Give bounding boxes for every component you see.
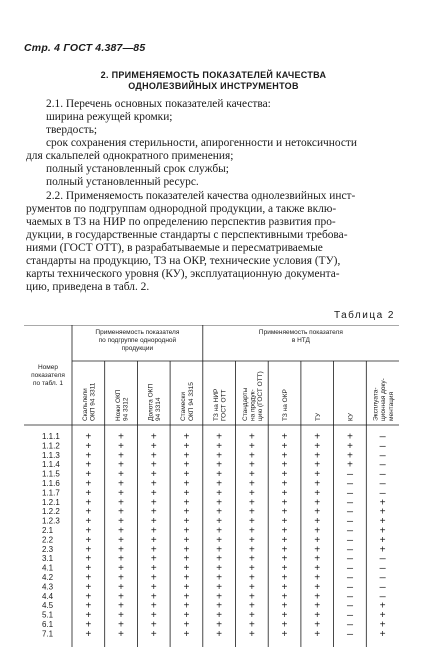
table-cell-mark: — xyxy=(346,620,353,632)
table-cell-mark: + xyxy=(183,535,190,547)
table-cell-mark: + xyxy=(216,582,223,594)
table-cell-mark: + xyxy=(346,432,353,444)
table-subheader: 94 3312 xyxy=(122,397,130,421)
table-subheader: Долота ОКП xyxy=(147,383,155,421)
table-cell-mark: + xyxy=(85,451,92,463)
table-cell-mark: + xyxy=(85,432,92,444)
table-row-number: 1.1.3 xyxy=(42,450,60,460)
table-cell-mark: + xyxy=(281,479,288,491)
table-cell-mark: + xyxy=(118,582,125,594)
table-cell-mark: + xyxy=(314,488,321,500)
table-cell-mark: + xyxy=(314,451,321,463)
table-cell-mark: + xyxy=(314,554,321,566)
table-cell-mark: + xyxy=(183,611,190,623)
table-cell-mark: + xyxy=(118,488,125,500)
table-cell-mark: + xyxy=(248,460,255,472)
table-cell-mark: — xyxy=(379,460,386,472)
table-cell-mark: + xyxy=(85,460,92,472)
table-cell-mark: + xyxy=(281,573,288,585)
table-cell-mark: + xyxy=(183,460,190,472)
table-subheader: ТУ xyxy=(314,412,322,421)
table-row-number: 1.1.1 xyxy=(42,432,60,441)
table-cell-mark: + xyxy=(85,517,92,529)
table-cell-mark: + xyxy=(216,526,223,538)
table-cell-mark: + xyxy=(183,545,190,557)
table-cell-mark: + xyxy=(281,611,288,623)
table-cell-mark: — xyxy=(346,507,353,519)
table-row-number: 7.1 xyxy=(42,629,54,639)
table-cell-mark: + xyxy=(85,582,92,594)
table-cell-mark: + xyxy=(150,498,157,510)
table-row-number: 1.2.2 xyxy=(42,507,60,517)
table-cell-mark: — xyxy=(346,601,353,613)
table-cell-mark: + xyxy=(118,479,125,491)
table-row-number: 4.5 xyxy=(42,601,54,611)
table-cell-mark: + xyxy=(248,488,255,500)
table-cell-mark: + xyxy=(281,517,288,529)
paragraph-2-2-line: 2.2. Применяемость показателей качества однолезвийных инст- xyxy=(46,190,356,202)
table-cell-mark: + xyxy=(183,479,190,491)
page-header: Стр. 4 ГОСТ 4.387—85 xyxy=(24,42,146,54)
table-cell-mark: + xyxy=(216,470,223,482)
table-cell-mark: + xyxy=(248,441,255,453)
table-cell-mark: + xyxy=(281,629,288,641)
table-cell-mark: + xyxy=(150,526,157,538)
table-cell-mark: + xyxy=(314,592,321,604)
table-cell-mark: + xyxy=(118,526,125,538)
table-cell-mark: + xyxy=(248,573,255,585)
table-cell-mark: — xyxy=(346,629,353,641)
table-cell-mark: — xyxy=(379,564,386,576)
table-group-header: Применяемость показателя xyxy=(258,329,343,336)
table-cell-mark: + xyxy=(216,629,223,641)
table-cell-mark: + xyxy=(216,564,223,576)
table-cell-mark: — xyxy=(346,535,353,547)
table-cell-mark: + xyxy=(248,479,255,491)
table-cell-mark: + xyxy=(248,432,255,444)
table-cell-mark: — xyxy=(379,582,386,594)
table-cell-mark: + xyxy=(248,611,255,623)
list-item: твердость; xyxy=(46,124,98,136)
table-cell-mark: + xyxy=(183,432,190,444)
list-item: ширина режущей кромки; xyxy=(46,111,173,123)
table-cell-mark: + xyxy=(248,601,255,613)
table-cell-mark: + xyxy=(216,460,223,472)
table-cell-mark: + xyxy=(314,535,321,547)
table-cell-mark: + xyxy=(281,498,288,510)
table-row-number: 2.1 xyxy=(42,526,54,535)
table-cell-mark: + xyxy=(85,573,92,585)
table-cell-mark: + xyxy=(183,507,190,519)
paragraph-2-2-line: чаемых в ТЗ на НИР по определению перспектив развития про- xyxy=(26,216,336,228)
table-cell-mark: + xyxy=(118,611,125,623)
table-cell-mark: + xyxy=(281,545,288,557)
paragraph-2-2-line: цию, приведена в табл. 2. xyxy=(26,281,150,293)
table-col0-header: Номер xyxy=(37,364,59,371)
table-cell-mark: + xyxy=(281,488,288,500)
table-cell-mark: — xyxy=(346,526,353,538)
table-cell-mark: + xyxy=(314,629,321,641)
table-cell-mark: + xyxy=(183,526,190,538)
paragraph-2-2-line: дукции, в государственные стандарты с перспективными требова- xyxy=(26,229,348,241)
table-cell-mark: — xyxy=(379,432,386,444)
table-group-header: в НТД xyxy=(291,337,310,344)
table-row-number: 1.2.1 xyxy=(42,497,60,507)
table-cell-mark: + xyxy=(183,441,190,453)
table-subheader: Эксплуата- xyxy=(372,387,380,421)
table-cell-mark: — xyxy=(346,479,353,491)
table-cell-mark: + xyxy=(183,554,190,566)
table-cell-mark: + xyxy=(379,611,386,623)
table-cell-mark: + xyxy=(314,498,321,510)
table-cell-mark: + xyxy=(314,526,321,538)
table-cell-mark: — xyxy=(379,451,386,463)
table-cell-mark: + xyxy=(150,545,157,557)
section-title-line-2: ОДНОЛЕЗВИЙНЫХ ИНСТРУМЕНТОВ xyxy=(128,81,299,91)
table-cell-mark: + xyxy=(248,470,255,482)
table-cell-mark: + xyxy=(150,629,157,641)
table-cell-mark: + xyxy=(85,629,92,641)
table-cell-mark: + xyxy=(118,573,125,585)
table-cell-mark: + xyxy=(281,441,288,453)
table-cell-mark: + xyxy=(216,554,223,566)
table-subheader: 94 3314 xyxy=(155,397,163,421)
table-subheader: Стандарты xyxy=(241,387,249,421)
table-cell-mark: + xyxy=(281,451,288,463)
table-cell-mark: + xyxy=(85,488,92,500)
table-row-number: 1.2.3 xyxy=(42,516,60,526)
table-cell-mark: + xyxy=(379,526,386,538)
table-cell-mark: + xyxy=(314,479,321,491)
table-cell-mark: + xyxy=(216,479,223,491)
table-cell-mark: + xyxy=(281,554,288,566)
table-cell-mark: + xyxy=(314,573,321,585)
table-cell-mark: + xyxy=(118,441,125,453)
table-cell-mark: — xyxy=(379,592,386,604)
table-cell-mark: + xyxy=(216,620,223,632)
table-cell-mark: + xyxy=(281,620,288,632)
table-cell-mark: + xyxy=(183,488,190,500)
table-subheader: Скальпели xyxy=(82,388,90,421)
table-subheader: ОКП 94 3311 xyxy=(89,382,97,421)
table-cell-mark: + xyxy=(346,441,353,453)
table-cell-mark: — xyxy=(346,498,353,510)
table-cell-mark: — xyxy=(379,554,386,566)
paragraph-2-1: 2.1. Перечень основных показателей качества: xyxy=(46,98,271,110)
table-cell-mark: + xyxy=(314,517,321,529)
table-cell-mark: + xyxy=(150,620,157,632)
table-cell-mark: + xyxy=(248,535,255,547)
table-cell-mark: + xyxy=(183,620,190,632)
table-cell-mark: + xyxy=(281,507,288,519)
table-cell-mark: + xyxy=(281,432,288,444)
table-cell-mark: + xyxy=(150,573,157,585)
table-row-number: 4.3 xyxy=(42,582,54,592)
table-caption: Таблица 2 xyxy=(333,310,395,321)
table-cell-mark: + xyxy=(85,498,92,510)
list-item: срок сохранения стерильности, апирогенности и нетоксичности xyxy=(46,137,357,149)
table-cell-mark: + xyxy=(150,460,157,472)
table-subheader: цию (ГОСТ ОТТ) xyxy=(256,371,264,421)
table-cell-mark: + xyxy=(248,554,255,566)
table-cell-mark: — xyxy=(346,554,353,566)
table-cell-mark: + xyxy=(379,601,386,613)
table-cell-mark: + xyxy=(281,470,288,482)
table-cell-mark: + xyxy=(85,441,92,453)
table-cell-mark: + xyxy=(248,564,255,576)
table-cell-mark: + xyxy=(183,582,190,594)
table-cell-mark: + xyxy=(314,611,321,623)
table-cell-mark: + xyxy=(379,498,386,510)
table-cell-mark: + xyxy=(248,507,255,519)
table-subheader: ТЗ на ОКР xyxy=(282,389,290,421)
list-item: полный установленный ресурс. xyxy=(46,176,199,188)
paragraph-2-2-line: карты технического уровня (КУ), эксплуатационную документа- xyxy=(26,268,340,280)
table-group-header: по подгруппе однородной xyxy=(98,337,177,344)
table-subheader: ГОСТ ОТТ xyxy=(220,389,228,421)
table-cell-mark: + xyxy=(118,498,125,510)
table-cell-mark: + xyxy=(216,451,223,463)
table-cell-mark: + xyxy=(216,535,223,547)
table-cell-mark: + xyxy=(118,601,125,613)
table-cell-mark: + xyxy=(216,545,223,557)
table-cell-mark: + xyxy=(183,517,190,529)
table-cell-mark: + xyxy=(118,507,125,519)
table-row-number: 4.4 xyxy=(42,591,54,601)
table-cell-mark: + xyxy=(118,629,125,641)
table-cell-mark: + xyxy=(85,592,92,604)
table-row-number: 4.2 xyxy=(42,573,54,582)
table-cell-mark: + xyxy=(183,498,190,510)
table-cell-mark: + xyxy=(216,601,223,613)
table-cell-mark: + xyxy=(150,592,157,604)
table-row-number: 5.1 xyxy=(42,610,54,620)
table-row-number: 1.1.5 xyxy=(42,469,60,479)
table-cell-mark: + xyxy=(150,517,157,529)
table-cell-mark: — xyxy=(346,592,353,604)
table-cell-mark: + xyxy=(183,601,190,613)
table-cell-mark: + xyxy=(346,451,353,463)
table-cell-mark: + xyxy=(150,535,157,547)
table-row-number: 1.1.2 xyxy=(42,441,60,451)
table-cell-mark: + xyxy=(118,451,125,463)
table-row-number: 1.1.6 xyxy=(42,479,60,488)
table-row-number: 1.1.7 xyxy=(42,488,60,498)
table-cell-mark: + xyxy=(346,460,353,472)
table-cell-mark: + xyxy=(216,507,223,519)
table-cell-mark: + xyxy=(314,470,321,482)
table-cell-mark: + xyxy=(150,451,157,463)
table-cell-mark: + xyxy=(150,611,157,623)
table-cell-mark: + xyxy=(216,441,223,453)
table-cell-mark: + xyxy=(150,507,157,519)
table-cell-mark: + xyxy=(183,451,190,463)
table-cell-mark: + xyxy=(314,432,321,444)
table-cell-mark: + xyxy=(379,535,386,547)
table-cell-mark: + xyxy=(150,441,157,453)
table-cell-mark: — xyxy=(379,573,386,585)
table-cell-mark: + xyxy=(314,441,321,453)
table-cell-mark: + xyxy=(85,601,92,613)
table-subheader: ОКП 94 3315 xyxy=(187,382,195,421)
paragraph-2-2-line: ниями (ГОСТ ОТТ), в разрабатываемые и пересматриваемые xyxy=(26,242,323,254)
table-cell-mark: + xyxy=(281,535,288,547)
table-cell-mark: + xyxy=(150,582,157,594)
table-cell-mark: + xyxy=(216,517,223,529)
table-row-number: 6.1 xyxy=(42,620,54,629)
table-cell-mark: — xyxy=(379,488,386,500)
table-group-header: Применяемость показателя xyxy=(95,329,180,336)
table-row-number: 4.1 xyxy=(42,563,54,573)
table-cell-mark: + xyxy=(118,554,125,566)
table-cell-mark: + xyxy=(379,629,386,641)
table-cell-mark: — xyxy=(346,564,353,576)
table-cell-mark: + xyxy=(379,620,386,632)
table-cell-mark: + xyxy=(118,545,125,557)
table-subheader: ционная доку- xyxy=(380,378,388,421)
table-col0-header: по табл. 1 xyxy=(33,380,63,387)
list-item: полный установленный срок службы; xyxy=(46,163,229,175)
table-cell-mark: + xyxy=(183,629,190,641)
section-title-line-1: 2. ПРИМЕНЯЕМОСТЬ ПОКАЗАТЕЛЕЙ КАЧЕСТВА xyxy=(100,70,327,80)
table-cell-mark: + xyxy=(379,545,386,557)
table-cell-mark: + xyxy=(150,488,157,500)
table-cell-mark: + xyxy=(248,517,255,529)
table-cell-mark: + xyxy=(281,526,288,538)
table-cell-mark: + xyxy=(248,526,255,538)
table-cell-mark: + xyxy=(216,573,223,585)
table-cell-mark: + xyxy=(216,432,223,444)
table-cell-mark: + xyxy=(118,517,125,529)
table-subheader: Ножи ОКП xyxy=(114,389,122,421)
paragraph-2-2-line: рументов по подгруппам однородной продукции, а также вклю- xyxy=(26,203,337,215)
table-cell-mark: — xyxy=(379,470,386,482)
table-cell-mark: + xyxy=(379,507,386,519)
table-cell-mark: + xyxy=(216,611,223,623)
table-cell-mark: + xyxy=(118,470,125,482)
table-cell-mark: + xyxy=(281,592,288,604)
table-cell-mark: + xyxy=(216,498,223,510)
table-cell-mark: + xyxy=(248,582,255,594)
table-cell-mark: + xyxy=(248,620,255,632)
table-cell-mark: + xyxy=(118,564,125,576)
table-cell-mark: + xyxy=(150,564,157,576)
table-cell-mark: + xyxy=(85,620,92,632)
table-cell-mark: + xyxy=(85,545,92,557)
table-row-number: 3.1 xyxy=(42,554,54,564)
table-cell-mark: + xyxy=(281,582,288,594)
table-cell-mark: — xyxy=(346,545,353,557)
table-cell-mark: — xyxy=(379,479,386,491)
table-cell-mark: + xyxy=(248,545,255,557)
table-cell-mark: — xyxy=(346,488,353,500)
table-cell-mark: + xyxy=(150,601,157,613)
table-cell-mark: + xyxy=(281,564,288,576)
table-cell-mark: — xyxy=(346,517,353,529)
table-cell-mark: — xyxy=(346,470,353,482)
table-subheader: ментация xyxy=(387,391,395,421)
table-cell-mark: + xyxy=(248,592,255,604)
table-row-number: 2.3 xyxy=(42,544,54,554)
table-cell-mark: + xyxy=(248,629,255,641)
table-cell-mark: + xyxy=(85,507,92,519)
table-subheader: ТЗ на НИР xyxy=(212,388,220,421)
table-cell-mark: + xyxy=(150,479,157,491)
table-cell-mark: + xyxy=(281,460,288,472)
table-cell-mark: + xyxy=(183,573,190,585)
table-cell-mark: + xyxy=(150,554,157,566)
table-cell-mark: + xyxy=(85,535,92,547)
table-cell-mark: — xyxy=(346,573,353,585)
list-item: для скальпелей однократного применения; xyxy=(26,150,234,162)
table-row-number: 2.2 xyxy=(42,535,54,545)
table-cell-mark: — xyxy=(379,441,386,453)
table-cell-mark: + xyxy=(85,470,92,482)
table-cell-mark: + xyxy=(85,611,92,623)
table-cell-mark: + xyxy=(314,545,321,557)
table-cell-mark: + xyxy=(85,554,92,566)
table-cell-mark: — xyxy=(346,582,353,594)
table-cell-mark: + xyxy=(314,507,321,519)
table-cell-mark: + xyxy=(85,526,92,538)
table-cell-mark: + xyxy=(314,620,321,632)
applicability-table xyxy=(24,325,399,655)
table-cell-mark: + xyxy=(118,460,125,472)
table-cell-mark: + xyxy=(150,432,157,444)
table-cell-mark: + xyxy=(118,535,125,547)
table-cell-mark: + xyxy=(248,451,255,463)
table-cell-mark: + xyxy=(85,564,92,576)
table-cell-mark: + xyxy=(150,470,157,482)
table-group-header: продукции xyxy=(121,345,154,352)
table-cell-mark: + xyxy=(183,592,190,604)
table-cell-mark: + xyxy=(314,564,321,576)
table-cell-mark: + xyxy=(118,592,125,604)
table-col0-header: показателя xyxy=(31,372,65,379)
table-cell-mark: + xyxy=(118,432,125,444)
table-cell-mark: + xyxy=(314,601,321,613)
table-cell-mark: + xyxy=(379,517,386,529)
table-row-number: 1.1.4 xyxy=(42,460,60,470)
table-subheader: КУ xyxy=(347,413,355,421)
table-cell-mark: + xyxy=(216,592,223,604)
table-cell-mark: + xyxy=(85,479,92,491)
table-cell-mark: + xyxy=(183,564,190,576)
table-cell-mark: + xyxy=(183,470,190,482)
table-cell-mark: + xyxy=(314,460,321,472)
table-cell-mark: + xyxy=(281,601,288,613)
table-cell-mark: + xyxy=(314,582,321,594)
table-subheader: Стамески xyxy=(180,391,188,421)
table-cell-mark: — xyxy=(346,611,353,623)
paragraph-2-2-line: стандарты на продукцию, ТЗ на ОКР, технические условия (ТУ), xyxy=(26,255,341,267)
table-cell-mark: + xyxy=(118,620,125,632)
table-cell-mark: + xyxy=(248,498,255,510)
table-cell-mark: + xyxy=(216,488,223,500)
table-subheader: на продук- xyxy=(249,389,257,421)
